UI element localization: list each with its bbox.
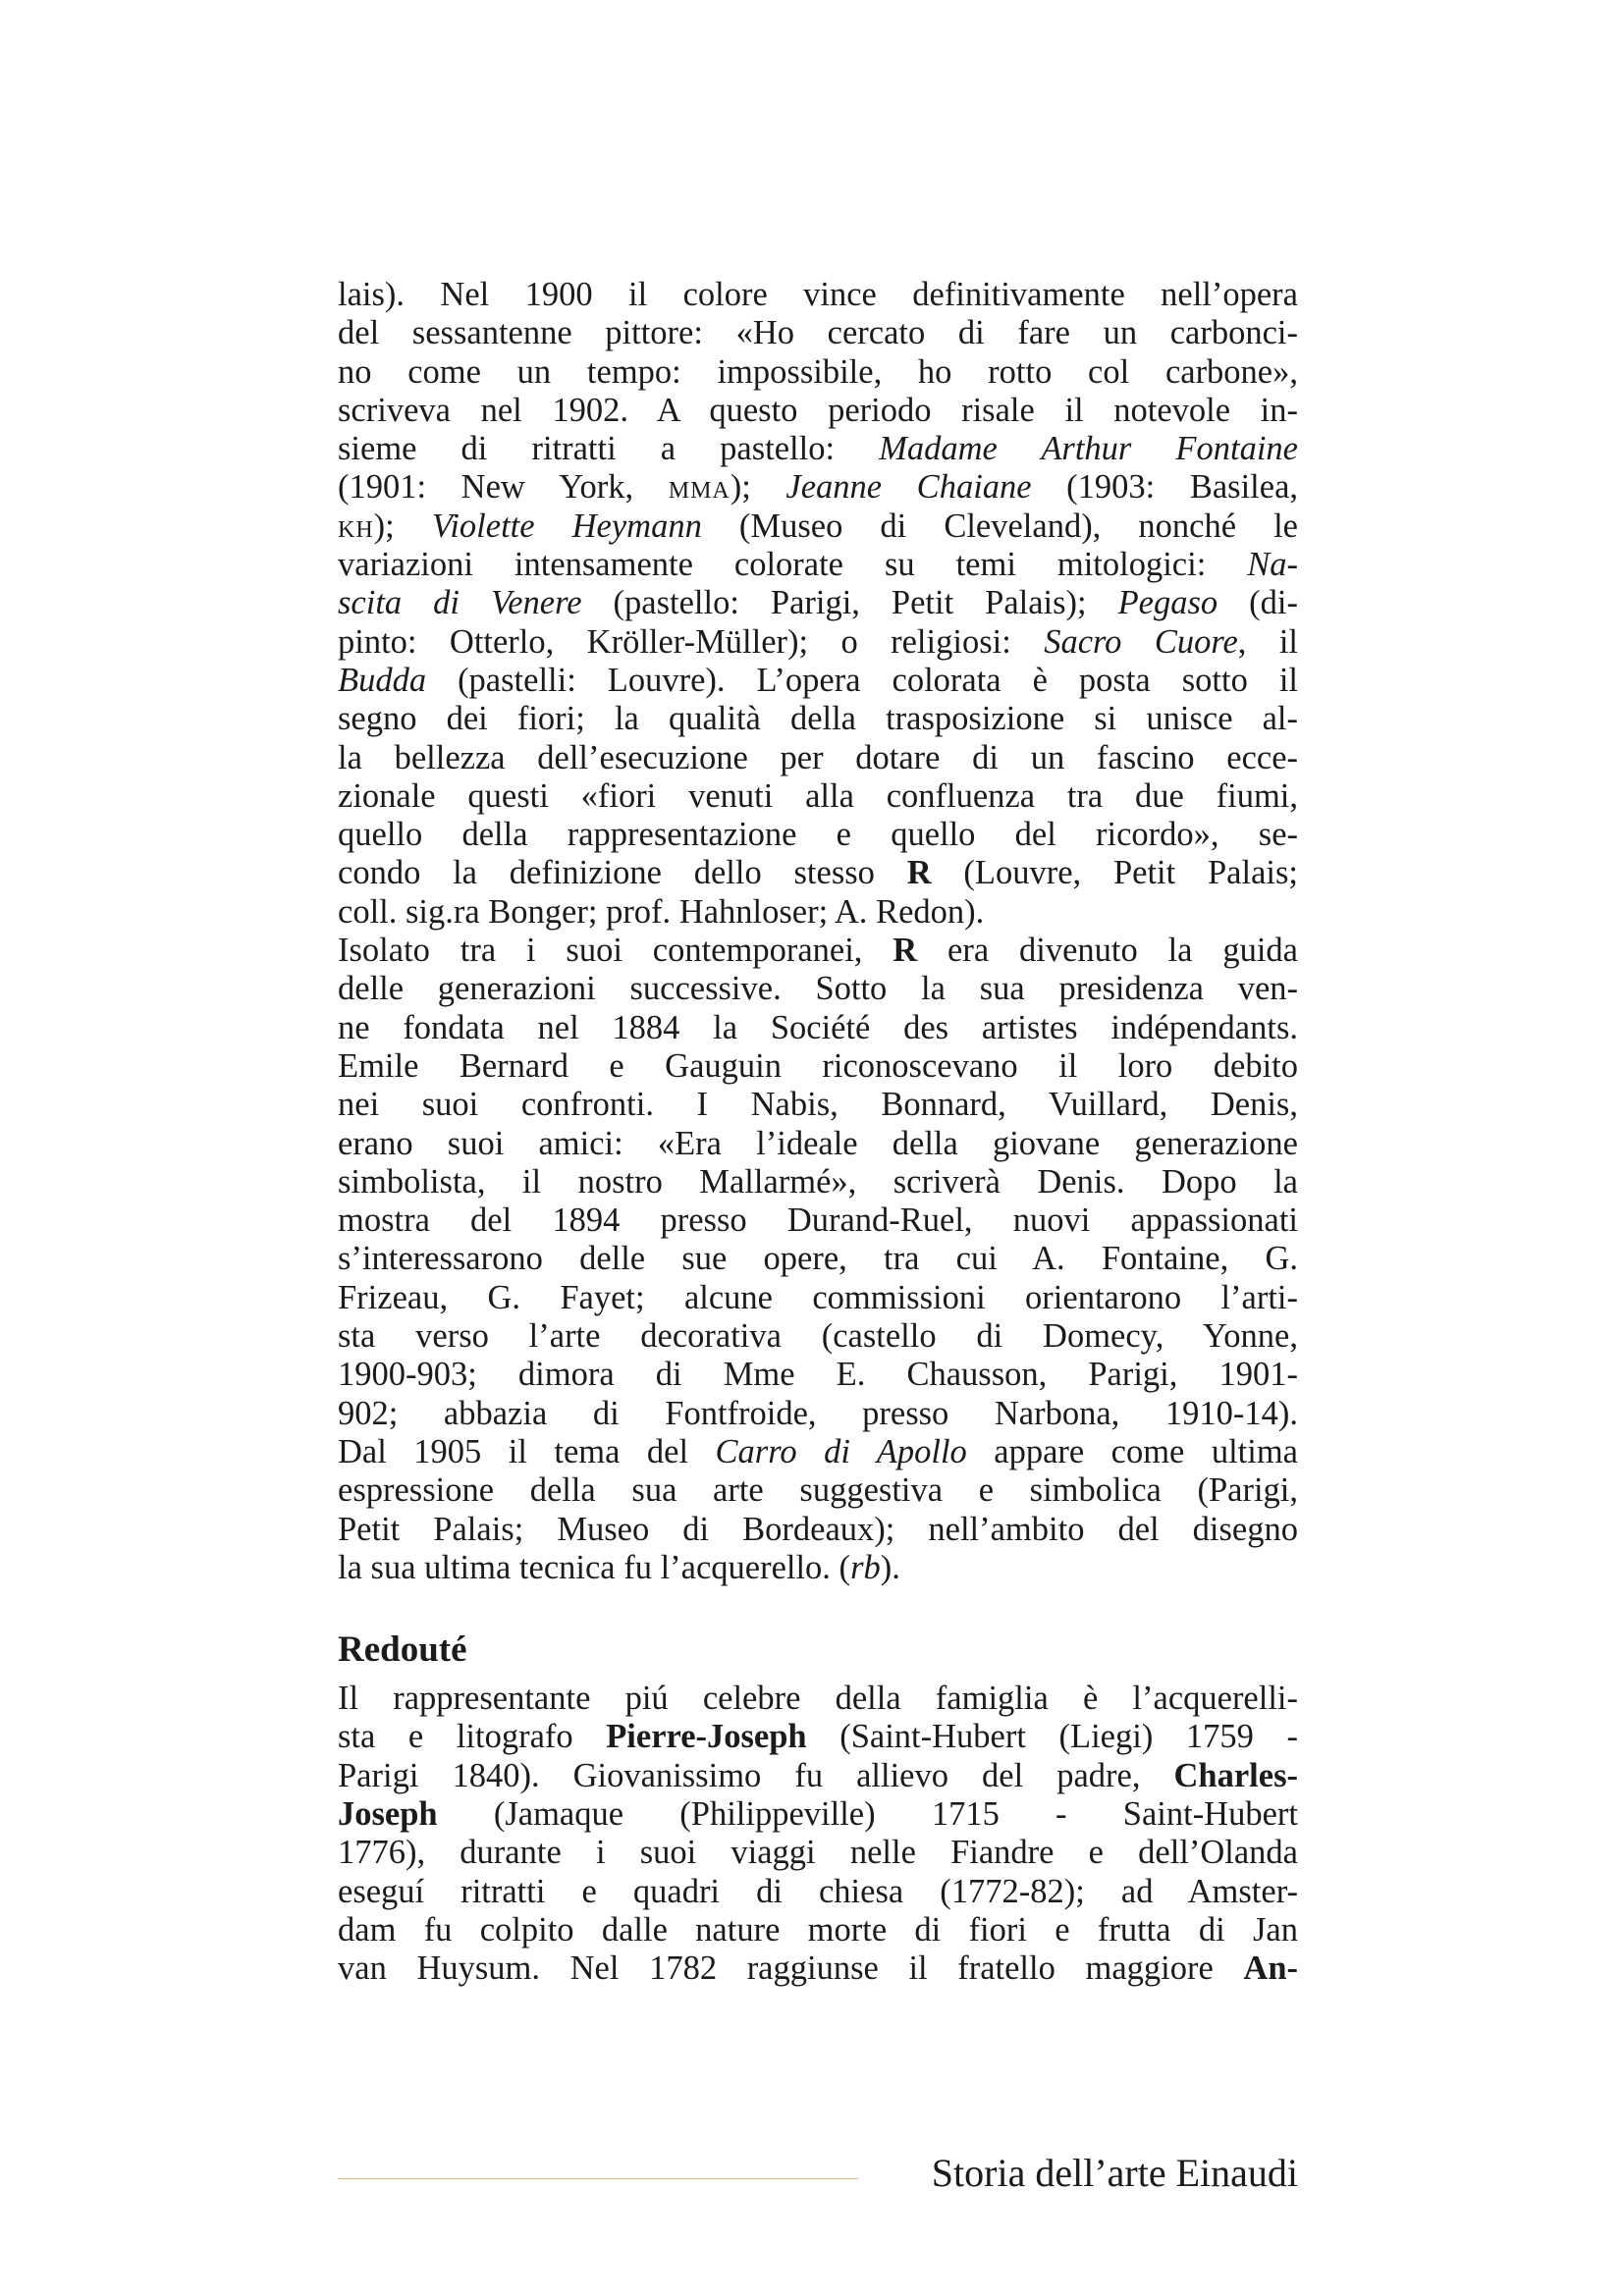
text-run: no come un tempo: impossibile, ho rotto col carbone»,: [338, 352, 1298, 391]
text-run: (1901: New York,: [338, 468, 669, 507]
text-line: [338, 1201, 1298, 1240]
text-run: Frizeau, G. Fayet; alcune commissioni orientarono l’arti-: [338, 1278, 1298, 1316]
text-line: [338, 1395, 1298, 1433]
entry-paragraph: [338, 1680, 1298, 1988]
text-line: [338, 662, 1298, 700]
italic-text: Violette Heymann: [431, 507, 702, 545]
text-run: scriveva nel 1902. A questo periodo risale il notevole in-: [338, 391, 1298, 429]
text-line: [338, 1834, 1298, 1872]
text-line: [338, 854, 1298, 892]
text-line: [338, 1949, 1298, 1988]
small-caps-text: kh: [338, 507, 374, 545]
text-line: [338, 1433, 1298, 1471]
text-run: (di-: [1217, 584, 1298, 622]
text-run: (Museo di Cleveland), nonché le: [701, 507, 1298, 545]
text-line: [338, 1240, 1298, 1278]
text-line: [338, 1086, 1298, 1124]
bold-text: An-: [1243, 1949, 1298, 1988]
text-run: zionale questi «fiori venuti alla confluenza tra due fiumi,: [338, 776, 1298, 815]
text-run: dam fu colpito dalle nature morte di fiori e frutta di Jan: [338, 1910, 1298, 1949]
text-run: (Saint-Hubert (Liegi) 1759 -: [806, 1718, 1298, 1756]
text-run: Petit Palais; Museo di Bordeaux); nell’ambito del disegno: [338, 1510, 1298, 1548]
text-run: sta e litografo: [338, 1718, 607, 1756]
text-line: [338, 1757, 1298, 1795]
text-run: (Jamaque (Philippeville) 1715 - Saint-Hubert: [437, 1794, 1298, 1833]
text-run: lais). Nel 1900 il colore vince definitivamente nell’opera: [338, 276, 1298, 313]
text-run: erano suoi amici: «Era l’ideale della giovane generazione: [338, 1124, 1298, 1162]
text-run: segno dei fiori; la qualità della trasposizione si unisce al-: [338, 700, 1298, 738]
italic-text: scita di Venere: [338, 584, 582, 622]
footer-rule: [338, 2178, 858, 2179]
text-line: [338, 1911, 1298, 1949]
text-line: [338, 700, 1298, 738]
text-run: coll. sig.ra Bonger; prof. Hahnloser; A. Redon).: [338, 892, 985, 931]
text-run: 1900-903; dimora di Mme E. Chausson, Parigi, 1901-: [338, 1356, 1298, 1394]
text-run: );: [373, 507, 432, 545]
text-line: [338, 893, 1298, 932]
bold-text: Joseph: [338, 1794, 438, 1833]
text-run: sieme di ritratti a pastello:: [338, 430, 880, 468]
text-run: pinto: Otterlo, Kröller-Müller); o religiosi:: [338, 622, 1045, 661]
text-run: (pastello: Parigi, Petit Palais);: [581, 584, 1118, 622]
text-line: [338, 1163, 1298, 1201]
small-caps-text: mma: [668, 468, 730, 507]
text-run: mostra del 1894 presso Durand-Ruel, nuovi appassionati: [338, 1201, 1298, 1240]
text-run: appare come ultima: [966, 1432, 1298, 1470]
text-run: (Louvre, Petit Palais;: [931, 854, 1298, 892]
italic-text: Budda: [338, 661, 427, 699]
italic-text: Sacro Cuore: [1044, 622, 1238, 661]
text-line: [338, 430, 1298, 468]
text-line: [338, 584, 1298, 622]
text-line: [338, 816, 1298, 854]
text-run: Emile Bernard e Gauguin riconoscevano il loro debito: [338, 1046, 1298, 1085]
text-run: Parigi 1840). Giovanissimo fu allievo del padre,: [338, 1756, 1174, 1794]
text-run: quello della rappresentazione e quello del ricordo», se-: [338, 816, 1298, 854]
text-run: espressione della sua arte suggestiva e simbolica (Parigi,: [338, 1471, 1298, 1510]
text-line: [338, 353, 1298, 392]
text-line: [338, 392, 1298, 430]
text-line: [338, 1471, 1298, 1510]
text-line: [338, 1356, 1298, 1394]
paragraphs-top: [338, 276, 1298, 1587]
text-line: [338, 546, 1298, 584]
text-run: Isolato tra i suoi contemporanei,: [338, 932, 893, 970]
text-line: [338, 970, 1298, 1008]
text-run: nei suoi confronti. I Nabis, Bonnard, Vuillard, Denis,: [338, 1086, 1298, 1124]
text-line: [338, 276, 1298, 314]
text-line: [338, 1317, 1298, 1356]
text-run: (pastelli: Louvre). L’opera colorata è posta sotto il: [426, 661, 1298, 699]
text-run: van Huysum. Nel 1782 raggiunse il fratello maggiore: [338, 1949, 1244, 1988]
text-line: [338, 1680, 1298, 1718]
text-run: 902; abbazia di Fontfroide, presso Narbona, 1910-14).: [338, 1394, 1298, 1432]
text-line: [338, 739, 1298, 777]
text-line: [338, 1873, 1298, 1911]
text-run: simbolista, il nostro Mallarmé», scriverà Denis. Dopo la: [338, 1162, 1298, 1201]
text-run: s’interessarono delle sue opere, tra cui A. Fontaine, G.: [338, 1240, 1298, 1278]
text-line: [338, 932, 1298, 970]
text-run: del sessantenne pittore: «Ho cercato di fare un carbonci-: [338, 314, 1298, 352]
text-run: eseguí ritratti e quadri di chiesa (1772-82); ad Amster-: [338, 1872, 1298, 1910]
text-run: ne fondata nel 1884 la Société des artistes indépendants.: [338, 1008, 1298, 1046]
text-line: [338, 1279, 1298, 1317]
bold-text: Pierre-Joseph: [606, 1718, 807, 1756]
text-line: [338, 314, 1298, 352]
text-line: [338, 468, 1298, 507]
text-run: Dal 1905 il tema del: [338, 1432, 716, 1470]
text-line: [338, 1718, 1298, 1756]
text-line: [338, 1125, 1298, 1163]
text-run: condo la definizione dello stesso: [338, 854, 907, 892]
text-run: era divenuto la guida: [917, 932, 1298, 970]
text-run: (1903: Basilea,: [1031, 468, 1299, 507]
text-run: variazioni intensamente colorate su temi mitologici:: [338, 546, 1248, 584]
italic-text: Carro di Apollo: [715, 1432, 967, 1470]
text-line: [338, 777, 1298, 816]
italic-text: Na-: [1247, 546, 1298, 584]
text-line: [338, 1795, 1298, 1834]
italic-text: Jeanne Chaiane: [785, 468, 1032, 507]
text-run: la bellezza dell’esecuzione per dotare di un fascino ecce-: [338, 738, 1298, 776]
bold-text: R: [893, 932, 918, 970]
text-run: );: [730, 468, 786, 507]
text-line: [338, 507, 1298, 546]
text-line: [338, 1009, 1298, 1047]
text-line: [338, 623, 1298, 662]
article-body: [338, 276, 1298, 1988]
text-run: delle generazioni successive. Sotto la sua presidenza ven-: [338, 970, 1298, 1008]
text-run: sta verso l’arte decorativa (castello di Domecy, Yonne,: [338, 1317, 1298, 1356]
italic-text: Pegaso: [1117, 584, 1218, 622]
text-line: [338, 1047, 1298, 1086]
text-run: ).: [880, 1548, 900, 1586]
bold-text: R: [906, 854, 932, 892]
italic-text: Madame Arthur Fontaine: [879, 430, 1298, 468]
entry-heading: Redouté: [338, 1629, 467, 1671]
text-run: la sua ultima tecnica fu l’acquerello. (: [338, 1548, 851, 1586]
text-run: 1776), durante i suoi viaggi nelle Fiandre e dell’Olanda: [338, 1834, 1298, 1872]
text-line: [338, 1511, 1298, 1549]
text-line: [338, 1549, 1298, 1587]
italic-text: rb: [850, 1548, 881, 1586]
text-run: Il rappresentante piú celebre della famiglia è l’acquerelli-: [338, 1680, 1298, 1718]
text-run: , il: [1237, 622, 1299, 661]
footer-title: Storia dell’arte Einaudi: [931, 2151, 1298, 2195]
bold-text: Charles-: [1173, 1756, 1298, 1794]
